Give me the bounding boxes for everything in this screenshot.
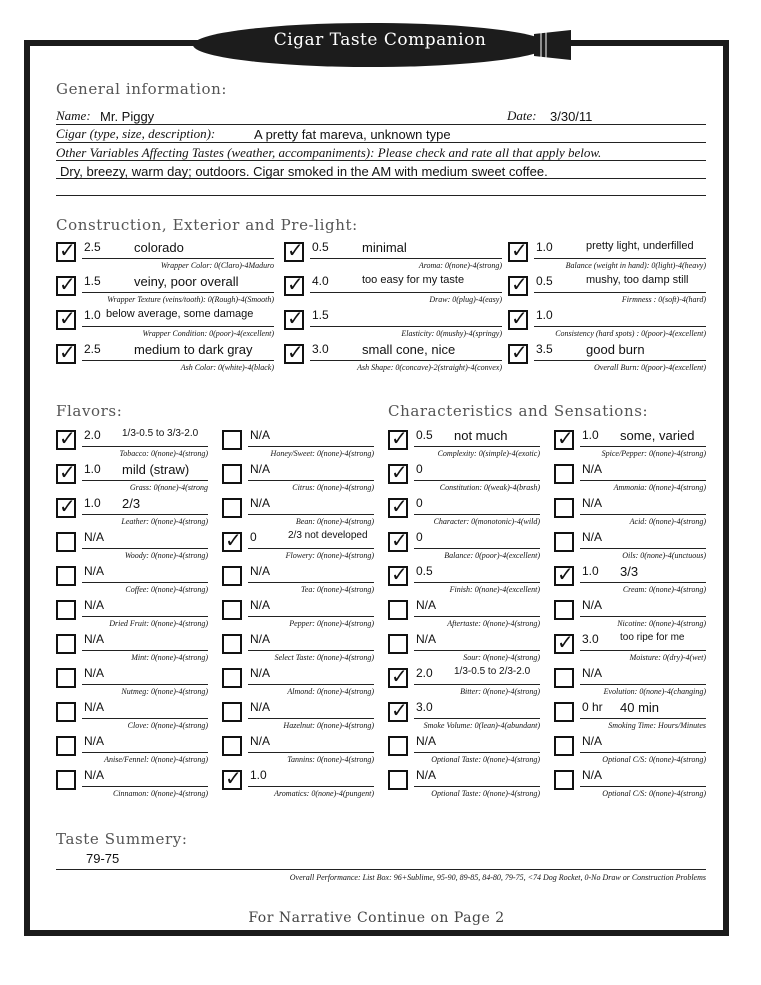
rating-value[interactable]: N/A [582, 598, 603, 612]
rating-scale-label: Mint: 0(none)-4(strong) [131, 653, 208, 662]
rating-rule [580, 684, 706, 685]
rating-scale-label: Sour: 0(none)-4(strong) [463, 653, 540, 662]
variables-rule-3 [56, 195, 706, 196]
checkmark-icon: ✓ [511, 272, 528, 296]
rating-checkbox[interactable] [554, 702, 574, 722]
rating-rule [82, 292, 274, 293]
summary-section-title: Taste Summery: [56, 830, 188, 848]
rating-scale-label: Constitution: 0(weak)-4(brash) [439, 483, 540, 492]
rating-value[interactable]: 0.5 [416, 564, 433, 578]
rating-scale-label: Grass: 0(none)-4(strong [129, 483, 208, 492]
checkmark-icon: ✓ [391, 664, 408, 688]
rating-value[interactable]: N/A [250, 496, 271, 510]
rating-rule [580, 446, 706, 447]
rating-value[interactable]: N/A [416, 734, 437, 748]
rating-note[interactable]: 40 min [620, 700, 660, 715]
checkmark-icon: ✓ [59, 426, 76, 450]
rating-scale-label: Tea: 0(none)-4(strong) [301, 585, 374, 594]
rating-value[interactable]: 0.5 [416, 428, 433, 442]
rating-rule [82, 258, 274, 259]
rating-checkbox[interactable] [222, 600, 242, 620]
rating-value[interactable]: 4.0 [312, 274, 329, 288]
rating-value[interactable]: N/A [416, 598, 437, 612]
rating-scale-label: Evolution: 0(none)-4(changing) [603, 687, 706, 696]
rating-checkbox[interactable] [222, 430, 242, 450]
variables-field[interactable]: Dry, breezy, warm day; outdoors. Cigar smoked in the AM with medium sweet coffee. [60, 164, 548, 179]
rating-checkbox[interactable] [56, 770, 76, 790]
rating-rule [82, 650, 208, 651]
checkmark-icon: ✓ [391, 460, 408, 484]
rating-checkbox[interactable] [554, 498, 574, 518]
rating-scale-label: Woody: 0(none)-4(strong) [124, 551, 208, 560]
rating-value[interactable]: N/A [582, 768, 603, 782]
construction-section-title: Construction, Exterior and Pre-light: [56, 216, 358, 234]
rating-scale-label: Optional Taste: 0(none)-4(strong) [431, 755, 540, 764]
rating-checkbox[interactable] [222, 634, 242, 654]
rating-value[interactable]: N/A [250, 734, 271, 748]
rating-rule [248, 616, 374, 617]
rating-scale-label: Bean: 0(none)-4(strong) [295, 517, 374, 526]
rating-checkbox[interactable] [554, 770, 574, 790]
rating-value[interactable]: N/A [582, 530, 603, 544]
rating-rule [580, 650, 706, 651]
rating-rule [310, 258, 502, 259]
rating-scale-label: Aroma: 0(none)-4(strong) [418, 261, 502, 270]
rating-rule [580, 616, 706, 617]
rating-scale-label: Wrapper Color: 0(Claro)-4Maduro [160, 261, 274, 270]
checkmark-icon: ✓ [287, 272, 304, 296]
rating-value[interactable]: 0 [416, 530, 423, 544]
rating-rule [82, 786, 208, 787]
rating-value[interactable]: 0 [416, 496, 423, 510]
rating-rule [82, 360, 274, 361]
checkmark-icon: ✓ [391, 494, 408, 518]
rating-scale-label: Almond: 0(none)-4(strong) [287, 687, 374, 696]
rating-value[interactable]: 3.0 [312, 342, 329, 356]
form-title: Cigar Taste Companion [273, 30, 487, 50]
checkmark-icon: ✓ [391, 698, 408, 722]
checkmark-icon: ✓ [557, 562, 574, 586]
rating-value[interactable]: 1.0 [250, 768, 267, 782]
rating-scale-label: Anise/Fennel: 0(none)-4(strong) [104, 755, 208, 764]
rating-rule [82, 718, 208, 719]
rating-checkbox[interactable] [222, 736, 242, 756]
rating-note[interactable]: too ripe for me [620, 632, 685, 643]
summary-rule [56, 869, 706, 870]
checkmark-icon: ✓ [59, 238, 76, 262]
rating-value[interactable]: N/A [84, 666, 105, 680]
rating-rule [580, 548, 706, 549]
rating-scale-label: Hazelnut: 0(none)-4(strong) [283, 721, 374, 730]
checkmark-icon: ✓ [511, 340, 528, 364]
rating-scale-label: Complexity: 0(simple)-4(exotic) [437, 449, 540, 458]
rating-rule [248, 548, 374, 549]
rating-scale-label: Honey/Sweet: 0(none)-4(strong) [270, 449, 374, 458]
rating-scale-label: Overall Burn: 0(poor)-4(excellent) [594, 363, 706, 372]
rating-scale-label: Finish: 0(none)-4(excellent) [449, 585, 540, 594]
rating-note[interactable]: too easy for my taste [362, 274, 465, 286]
rating-rule [248, 718, 374, 719]
rating-value[interactable]: N/A [416, 768, 437, 782]
rating-scale-label: Spice/Pepper: 0(none)-4(strong) [601, 449, 706, 458]
rating-checkbox[interactable] [222, 702, 242, 722]
rating-note[interactable]: medium to dark gray [134, 342, 253, 357]
rating-scale-label: Smoking Time: Hours/Minutes [608, 721, 706, 730]
rating-note[interactable]: good burn [586, 342, 645, 357]
rating-checkbox[interactable] [388, 770, 408, 790]
rating-scale-label: Firmness : 0(soft)-4(hard) [621, 295, 706, 304]
rating-scale-label: Aromatics: 0(none)-4(pungent) [274, 789, 374, 798]
rating-value[interactable]: N/A [250, 428, 271, 442]
rating-value[interactable]: 1.0 [84, 496, 101, 510]
rating-scale-label: Clove: 0(none)-4(strong) [127, 721, 208, 730]
rating-rule [414, 684, 540, 685]
rating-checkbox[interactable] [222, 464, 242, 484]
cigar-rule [56, 142, 706, 143]
rating-value[interactable]: 1.0 [84, 462, 101, 476]
rating-rule [414, 752, 540, 753]
rating-scale-label: Cinnamon: 0(none)-4(strong) [112, 789, 208, 798]
flavors-section-title: Flavors: [56, 402, 123, 420]
rating-scale-label: Ash Shape: 0(concave)-2(straight)-4(convex) [357, 363, 502, 372]
rating-scale-label: Tannins: 0(none)-4(strong) [287, 755, 374, 764]
rating-rule [248, 480, 374, 481]
rating-scale-label: Nutmeg: 0(none)-4(strong) [121, 687, 208, 696]
rating-value[interactable]: N/A [84, 564, 105, 578]
cigar-field[interactable]: A pretty fat mareva, unknown type [254, 127, 451, 142]
rating-scale-label: Cream: 0(none)-4(strong) [622, 585, 706, 594]
rating-rule [580, 752, 706, 753]
rating-value[interactable]: N/A [250, 598, 271, 612]
rating-scale-label: Optional Taste: 0(none)-4(strong) [431, 789, 540, 798]
checkmark-icon: ✓ [59, 460, 76, 484]
rating-scale-label: Optional C/S: 0(none)-4(strong) [602, 789, 706, 798]
name-field[interactable]: Mr. Piggy [100, 109, 155, 124]
summary-scale-label: Overall Performance: List Box: 96+Sublime, 95-90, 89-85, 84-80, 79-75, <74 Dog Rocket, 0-No Draw or Construction Problems [289, 873, 706, 882]
rating-scale-label: Tobacco: 0(none)-4(strong) [119, 449, 208, 458]
rating-checkbox[interactable] [222, 566, 242, 586]
rating-value[interactable]: N/A [582, 734, 603, 748]
rating-value[interactable]: N/A [84, 768, 105, 782]
rating-note[interactable]: 2/3 not developed [288, 530, 368, 541]
rating-value[interactable]: N/A [84, 700, 105, 714]
rating-rule [82, 582, 208, 583]
rating-checkbox[interactable] [554, 464, 574, 484]
rating-note[interactable]: below average, some damage [106, 308, 254, 320]
checkmark-icon: ✓ [225, 528, 242, 552]
rating-value[interactable]: 0 hr [582, 700, 603, 714]
rating-scale-label: Citrus: 0(none)-4(strong) [292, 483, 374, 492]
rating-scale-label: Ammonia: 0(none)-4(strong) [613, 483, 706, 492]
rating-rule [414, 446, 540, 447]
rating-rule [580, 718, 706, 719]
rating-scale-label: Nicotine: 0(none)-4(strong) [617, 619, 706, 628]
rating-value[interactable]: N/A [84, 734, 105, 748]
rating-rule [82, 514, 208, 515]
checkmark-icon: ✓ [391, 562, 408, 586]
rating-scale-label: Draw: 0(plug)-4(easy) [429, 295, 502, 304]
rating-scale-label: Pepper: 0(none)-4(strong) [289, 619, 374, 628]
summary-field[interactable]: 79-75 [86, 851, 120, 866]
rating-value[interactable]: N/A [84, 598, 105, 612]
rating-rule [414, 650, 540, 651]
rating-rule [248, 514, 374, 515]
checkmark-icon: ✓ [511, 238, 528, 262]
rating-value[interactable]: 1.0 [582, 564, 599, 578]
rating-note[interactable]: 2/3 [122, 496, 141, 511]
checkmark-icon: ✓ [557, 630, 574, 654]
rating-rule [248, 446, 374, 447]
rating-rule [414, 786, 540, 787]
rating-rule [82, 446, 208, 447]
footer-note: For Narrative Continue on Page 2 [248, 910, 505, 926]
rating-value[interactable]: N/A [416, 632, 437, 646]
rating-checkbox[interactable] [56, 532, 76, 552]
rating-checkbox[interactable] [554, 668, 574, 688]
name-label: Name: [56, 108, 91, 123]
rating-value[interactable]: 2.0 [416, 666, 433, 680]
rating-note[interactable]: minimal [362, 240, 407, 255]
rating-value[interactable]: 3.0 [416, 700, 433, 714]
rating-rule [534, 360, 706, 361]
rating-rule [248, 786, 374, 787]
rating-value[interactable]: 1.0 [84, 308, 101, 322]
rating-rule [580, 786, 706, 787]
rating-value[interactable]: N/A [250, 462, 271, 476]
rating-note[interactable]: mushy, too damp still [586, 274, 689, 286]
rating-scale-label: Ash Color: 0(white)-4(black) [180, 363, 274, 372]
rating-note[interactable]: 1/3-0.5 to 2/3-2.0 [454, 666, 531, 677]
rating-value[interactable]: 3.5 [536, 342, 553, 356]
rating-scale-label: Balance: 0(poor)-4(excellent) [444, 551, 540, 560]
rating-value[interactable]: 1.0 [536, 308, 553, 322]
rating-value[interactable]: 0 [416, 462, 423, 476]
date-label: Date: [507, 108, 537, 123]
rating-rule [248, 684, 374, 685]
rating-value[interactable]: 2.5 [84, 342, 101, 356]
rating-note[interactable]: 3/3 [620, 564, 639, 579]
rating-scale-label: Flowery: 0(none)-4(strong) [285, 551, 374, 560]
rating-rule [534, 326, 706, 327]
rating-value[interactable]: 0 [250, 530, 257, 544]
rating-rule [414, 582, 540, 583]
rating-scale-label: Wrapper Texture (veins/tooth): 0(Rough)-4(Smooth) [107, 295, 274, 304]
rating-note[interactable]: 1/3-0.5 to 3/3-2.0 [122, 428, 199, 439]
checkmark-icon: ✓ [225, 766, 242, 790]
rating-value[interactable]: N/A [250, 666, 271, 680]
date-field[interactable]: 3/30/11 [550, 109, 593, 124]
rating-scale-label: Balance (weight in hand): 0(light)-4(heavy) [565, 261, 706, 270]
rating-scale-label: Dried Fruit: 0(none)-4(strong) [109, 619, 208, 628]
rating-note[interactable]: veiny, poor overall [134, 274, 239, 289]
rating-scale-label: Character: 0(monotonic)-4(wild) [433, 517, 540, 526]
rating-checkbox[interactable] [56, 600, 76, 620]
variables-rule [56, 160, 706, 161]
rating-value[interactable]: N/A [582, 496, 603, 510]
rating-scale-label: Smoke Volume: 0(lean)-4(abundant) [423, 721, 540, 730]
rating-note[interactable]: small cone, nice [362, 342, 456, 357]
rating-value[interactable]: 2.5 [84, 240, 101, 254]
rating-value[interactable]: 0.5 [536, 274, 553, 288]
rating-rule [310, 326, 502, 327]
rating-scale-label: Acid: 0(none)-4(strong) [629, 517, 706, 526]
rating-value[interactable]: N/A [582, 666, 603, 680]
rating-rule [414, 616, 540, 617]
rating-scale-label: Optional C/S: 0(none)-4(strong) [602, 755, 706, 764]
rating-scale-label: Bitter: 0(none)-4(strong) [460, 687, 540, 696]
rating-checkbox[interactable] [56, 566, 76, 586]
checkmark-icon: ✓ [287, 340, 304, 364]
rating-rule [580, 480, 706, 481]
rating-rule [248, 650, 374, 651]
rating-checkbox[interactable] [554, 600, 574, 620]
checkmark-icon: ✓ [59, 272, 76, 296]
rating-rule [248, 752, 374, 753]
rating-rule [82, 548, 208, 549]
rating-checkbox[interactable] [56, 668, 76, 688]
rating-value[interactable]: 3.0 [582, 632, 599, 646]
rating-value[interactable]: 1.0 [536, 240, 553, 254]
rating-checkbox[interactable] [554, 736, 574, 756]
rating-scale-label: Aftertaste: 0(none)-4(strong) [447, 619, 540, 628]
rating-checkbox[interactable] [388, 736, 408, 756]
rating-checkbox[interactable] [388, 600, 408, 620]
rating-value[interactable]: N/A [84, 632, 105, 646]
checkmark-icon: ✓ [391, 528, 408, 552]
rating-scale-label: Select Taste: 0(none)-4(strong) [274, 653, 374, 662]
rating-value[interactable]: N/A [250, 632, 271, 646]
rating-rule [534, 258, 706, 259]
rating-rule [248, 582, 374, 583]
checkmark-icon: ✓ [557, 426, 574, 450]
rating-scale-label: Wrapper Condition: 0(poor)-4(excellent) [142, 329, 274, 338]
rating-rule [310, 360, 502, 361]
rating-rule [414, 480, 540, 481]
rating-checkbox[interactable] [56, 736, 76, 756]
rating-rule [580, 582, 706, 583]
rating-rule [82, 326, 274, 327]
rating-rule [82, 616, 208, 617]
checkmark-icon: ✓ [59, 494, 76, 518]
general-section-title: General information: [56, 80, 228, 98]
rating-scale-label: Leather: 0(none)-4(strong) [121, 517, 208, 526]
rating-scale-label: Coffee: 0(none)-4(strong) [125, 585, 208, 594]
checkmark-icon: ✓ [511, 306, 528, 330]
checkmark-icon: ✓ [391, 426, 408, 450]
rating-note[interactable]: pretty light, underfilled [586, 240, 694, 252]
rating-value[interactable]: 0.5 [312, 240, 329, 254]
rating-rule [414, 718, 540, 719]
rating-value[interactable]: 2.0 [84, 428, 101, 442]
rating-checkbox[interactable] [56, 702, 76, 722]
rating-value[interactable]: 1.0 [582, 428, 599, 442]
rating-checkbox[interactable] [222, 498, 242, 518]
variables-rule-2 [56, 178, 706, 179]
checkmark-icon: ✓ [287, 306, 304, 330]
rating-note[interactable]: mild (straw) [122, 462, 190, 477]
rating-scale-label: Moisture: 0(dry)-4(wet) [629, 653, 706, 662]
characteristics-section-title: Characteristics and Sensations: [388, 402, 649, 420]
checkmark-icon: ✓ [59, 306, 76, 330]
rating-checkbox[interactable] [388, 634, 408, 654]
rating-rule [414, 514, 540, 515]
variables-label: Other Variables Affecting Tastes (weather, accompaniments): Please check and rate all that apply below. [56, 145, 602, 160]
rating-value[interactable]: N/A [84, 530, 105, 544]
rating-value[interactable]: 1.5 [84, 274, 101, 288]
rating-rule [310, 292, 502, 293]
checkmark-icon: ✓ [59, 340, 76, 364]
name-rule [56, 124, 706, 125]
rating-checkbox[interactable] [56, 634, 76, 654]
rating-value[interactable]: N/A [250, 700, 271, 714]
rating-rule [580, 514, 706, 515]
rating-rule [414, 548, 540, 549]
rating-rule [534, 292, 706, 293]
checkmark-icon: ✓ [287, 238, 304, 262]
rating-rule [82, 684, 208, 685]
rating-value[interactable]: N/A [250, 564, 271, 578]
cigar-label: Cigar (type, size, description): [56, 126, 216, 141]
rating-checkbox[interactable] [554, 532, 574, 552]
rating-checkbox[interactable] [222, 668, 242, 688]
rating-rule [82, 480, 208, 481]
rating-scale-label: Consistency (hard spots) : 0(poor)-4(excellent) [555, 329, 706, 338]
rating-value[interactable]: 1.5 [312, 308, 329, 322]
rating-note[interactable]: colorado [134, 240, 184, 255]
rating-note[interactable]: not much [454, 428, 508, 443]
rating-note[interactable]: some, varied [620, 428, 695, 443]
rating-rule [82, 752, 208, 753]
rating-value[interactable]: N/A [582, 462, 603, 476]
rating-scale-label: Elasticity: 0(mushy)-4(springy) [401, 329, 502, 338]
rating-scale-label: Oils: 0(none)-4(unctuous) [622, 551, 706, 560]
